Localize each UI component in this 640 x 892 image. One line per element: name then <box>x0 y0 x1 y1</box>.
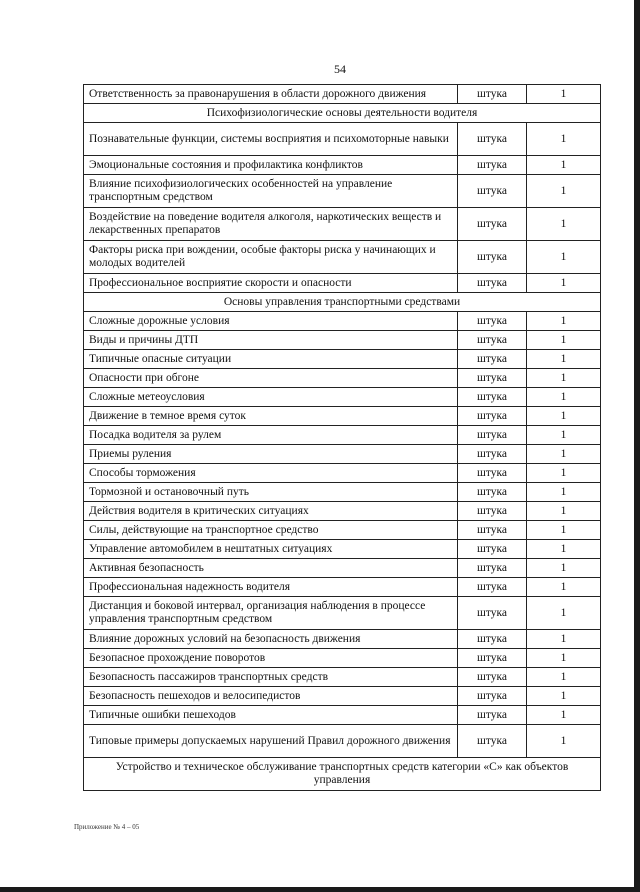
table-row <box>84 540 601 559</box>
item-name: Действия водителя в критических ситуациях <box>84 502 458 521</box>
table-row <box>84 502 601 521</box>
item-unit: штука <box>458 312 527 331</box>
item-name: Тормозной и остановочный путь <box>84 483 458 502</box>
item-unit: штука <box>458 630 527 649</box>
item-qty: 1 <box>527 350 601 369</box>
table-row <box>84 630 601 649</box>
item-unit: штука <box>458 208 527 241</box>
item-unit: штука <box>458 85 527 104</box>
table-row <box>84 241 601 274</box>
table-row <box>84 175 601 208</box>
item-name: Безопасность пешеходов и велосипедистов <box>84 687 458 706</box>
item-qty: 1 <box>527 687 601 706</box>
table-row <box>84 687 601 706</box>
item-name: Посадка водителя за рулем <box>84 426 458 445</box>
item-qty: 1 <box>527 540 601 559</box>
section-title: Основы управления транспортными средствами <box>84 293 601 312</box>
item-unit: штука <box>458 331 527 350</box>
item-unit: штука <box>458 668 527 687</box>
table-row <box>84 208 601 241</box>
equipment-table <box>83 84 601 791</box>
table-row <box>84 388 601 407</box>
table-row <box>84 156 601 175</box>
item-unit: штука <box>458 388 527 407</box>
item-qty: 1 <box>527 597 601 630</box>
item-qty: 1 <box>527 578 601 597</box>
item-name: Безопасное прохождение поворотов <box>84 649 458 668</box>
item-qty: 1 <box>527 407 601 426</box>
item-qty: 1 <box>527 483 601 502</box>
item-unit: штука <box>458 483 527 502</box>
item-unit: штука <box>458 706 527 725</box>
item-name: Управление автомобилем в нештатных ситуациях <box>84 540 458 559</box>
item-unit: штука <box>458 540 527 559</box>
table-row <box>84 331 601 350</box>
item-qty: 1 <box>527 426 601 445</box>
table-row <box>84 597 601 630</box>
item-qty: 1 <box>527 668 601 687</box>
item-name: Сложные метеоусловия <box>84 388 458 407</box>
item-qty: 1 <box>527 521 601 540</box>
scan-edge-right <box>634 0 640 892</box>
page-number: 54 <box>334 62 346 76</box>
item-unit: штука <box>458 559 527 578</box>
item-qty: 1 <box>527 706 601 725</box>
item-unit: штука <box>458 597 527 630</box>
item-name: Типичные опасные ситуации <box>84 350 458 369</box>
table-row <box>84 725 601 758</box>
item-name: Типичные ошибки пешеходов <box>84 706 458 725</box>
item-name: Активная безопасность <box>84 559 458 578</box>
item-name: Безопасность пассажиров транспортных средств <box>84 668 458 687</box>
item-name: Профессиональное восприятие скорости и опасности <box>84 274 458 293</box>
item-name: Факторы риска при вождении, особые факторы риска у начинающих и молодых водителей <box>84 241 458 274</box>
item-name: Движение в темное время суток <box>84 407 458 426</box>
table-row <box>84 668 601 687</box>
item-unit: штука <box>458 175 527 208</box>
item-name: Ответственность за правонарушения в области дорожного движения <box>84 85 458 104</box>
section-header <box>84 293 601 312</box>
item-unit: штука <box>458 502 527 521</box>
table-row <box>84 559 601 578</box>
table-row <box>84 464 601 483</box>
item-qty: 1 <box>527 312 601 331</box>
item-name: Познавательные функции, системы восприятия и психомоторные навыки <box>84 123 458 156</box>
table-row <box>84 445 601 464</box>
footer-note: Приложение № 4 – 05 <box>74 823 140 831</box>
item-qty: 1 <box>527 649 601 668</box>
item-unit: штука <box>458 649 527 668</box>
table-row <box>84 578 601 597</box>
section-header <box>84 758 601 791</box>
scan-edge-bottom <box>0 887 640 892</box>
item-unit: штука <box>458 369 527 388</box>
item-name: Влияние психофизиологических особенностей на управление транспортным средством <box>84 175 458 208</box>
item-name: Влияние дорожных условий на безопасность движения <box>84 630 458 649</box>
item-name: Способы торможения <box>84 464 458 483</box>
item-unit: штука <box>458 350 527 369</box>
table-row <box>84 350 601 369</box>
item-unit: штука <box>458 464 527 483</box>
item-name: Опасности при обгоне <box>84 369 458 388</box>
item-unit: штука <box>458 578 527 597</box>
item-name: Типовые примеры допускаемых нарушений Правил дорожного движения <box>84 725 458 758</box>
table-row <box>84 312 601 331</box>
item-qty: 1 <box>527 208 601 241</box>
table-row <box>84 483 601 502</box>
item-unit: штука <box>458 156 527 175</box>
item-name: Эмоциональные состояния и профилактика конфликтов <box>84 156 458 175</box>
item-qty: 1 <box>527 559 601 578</box>
item-name: Виды и причины ДТП <box>84 331 458 350</box>
item-qty: 1 <box>527 369 601 388</box>
item-name: Дистанция и боковой интервал, организация наблюдения в процессе управления транспортным средством <box>84 597 458 630</box>
table-row <box>84 649 601 668</box>
item-qty: 1 <box>527 274 601 293</box>
item-qty: 1 <box>527 85 601 104</box>
item-qty: 1 <box>527 630 601 649</box>
item-qty: 1 <box>527 502 601 521</box>
item-qty: 1 <box>527 331 601 350</box>
item-unit: штука <box>458 241 527 274</box>
table-row <box>84 706 601 725</box>
section-title: Психофизиологические основы деятельности водителя <box>84 104 601 123</box>
item-unit: штука <box>458 521 527 540</box>
item-unit: штука <box>458 426 527 445</box>
table-row <box>84 407 601 426</box>
item-qty: 1 <box>527 388 601 407</box>
item-unit: штука <box>458 445 527 464</box>
item-name: Профессиональная надежность водителя <box>84 578 458 597</box>
table-row <box>84 123 601 156</box>
section-header <box>84 104 601 123</box>
item-name: Воздействие на поведение водителя алкоголя, наркотических веществ и лекарственных препаратов <box>84 208 458 241</box>
table-row <box>84 85 601 104</box>
item-qty: 1 <box>527 123 601 156</box>
item-unit: штука <box>458 274 527 293</box>
table-row <box>84 521 601 540</box>
item-qty: 1 <box>527 464 601 483</box>
item-unit: штука <box>458 725 527 758</box>
item-unit: штука <box>458 123 527 156</box>
table-row <box>84 274 601 293</box>
item-qty: 1 <box>527 725 601 758</box>
item-qty: 1 <box>527 445 601 464</box>
item-unit: штука <box>458 687 527 706</box>
table-row <box>84 426 601 445</box>
item-qty: 1 <box>527 241 601 274</box>
section-title: Устройство и техническое обслуживание транспортных средств категории «С» как объектов управления <box>84 758 601 791</box>
item-qty: 1 <box>527 175 601 208</box>
item-name: Приемы руления <box>84 445 458 464</box>
item-unit: штука <box>458 407 527 426</box>
item-name: Сложные дорожные условия <box>84 312 458 331</box>
item-name: Силы, действующие на транспортное средство <box>84 521 458 540</box>
table-row <box>84 369 601 388</box>
item-qty: 1 <box>527 156 601 175</box>
